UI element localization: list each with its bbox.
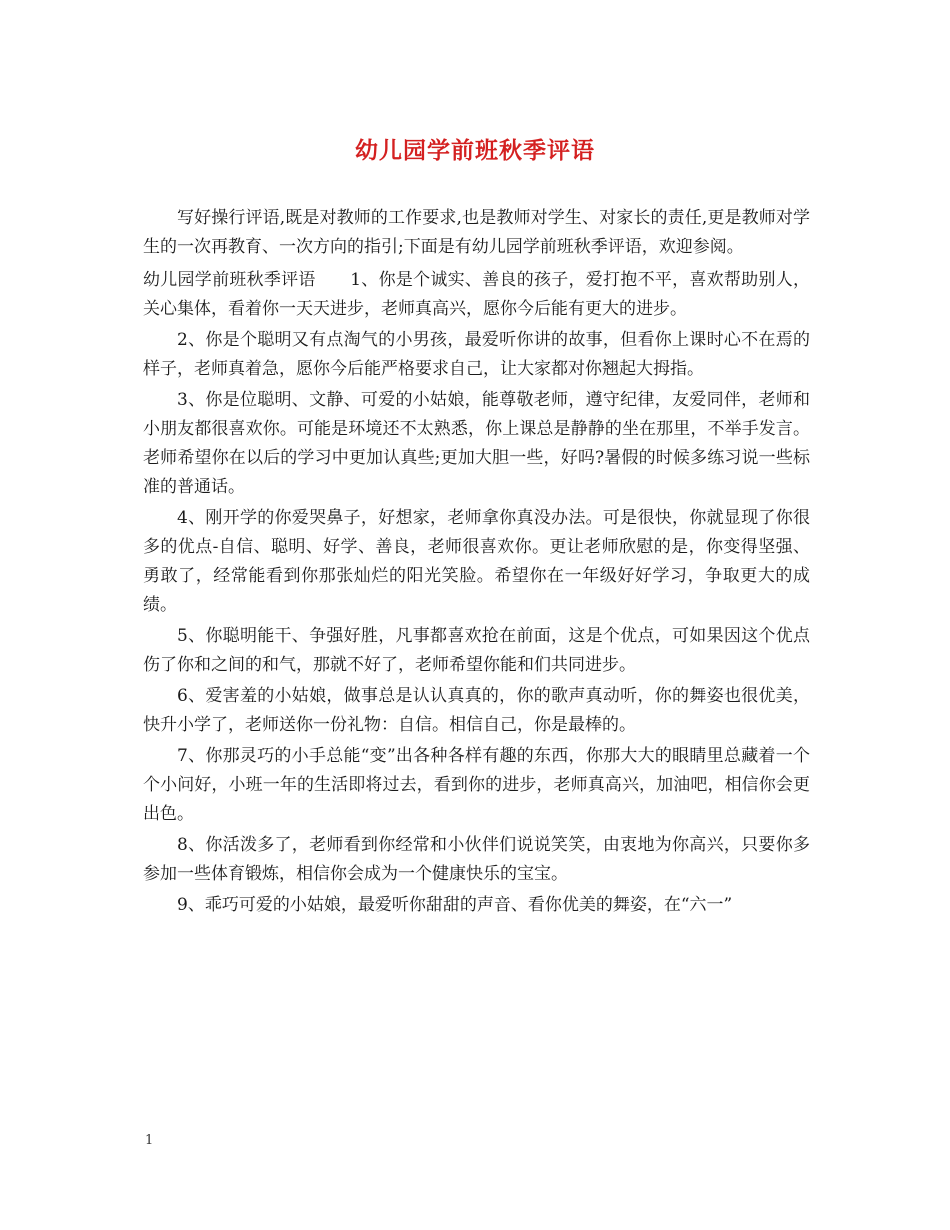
- page-number: 1: [145, 1133, 154, 1148]
- comment-paragraph-7: 7、你那灵巧的小手总能“变”出各种各样有趣的东西，你那大大的眼睛里总藏着一个个小问好，小班一年的生活即将过去，看到你的进步，老师真高兴，加油吧，相信你会更出色。: [143, 746, 810, 824]
- comment-paragraph-8: 8、你活泼多了，老师看到你经常和小伙伴们说说笑笑，由衷地为你高兴，只要你多参加一些体育锻炼，相信你会成为一个健康快乐的宝宝。: [143, 835, 810, 884]
- document-body: [143, 204, 810, 922]
- comment-paragraph-3: 3、你是位聪明、文静、可爱的小姑娘，能尊敬老师，遵守纪律，友爱同伴，老师和小朋友都很喜欢你。可能是环境还不太熟悉，你上课总是静静的坐在那里，不举手发言。老师希望你在以后的学习中更加认真些;更加大胆一些，好吗?暑假的时候多练习说一些标准的普通话。: [143, 390, 810, 497]
- comment-paragraph-5: 5、你聪明能干、争强好胜，凡事都喜欢抢在前面，这是个优点，可如果因这个优点伤了你和之间的和气，那就不好了，老师希望你能和们共同进步。: [143, 626, 810, 675]
- document-title: 幼儿园学前班秋季评语: [355, 137, 595, 164]
- comment-paragraph-2: 2、你是个聪明又有点淘气的小男孩，最爱听你讲的故事，但看你上课时心不在焉的样子，老师真着急，愿你今后能严格要求自己，让大家都对你翘起大拇指。: [143, 330, 810, 379]
- comment-paragraph-9: 9、乖巧可爱的小姑娘，最爱听你甜甜的声音、看你优美的舞姿，在“六一”: [177, 895, 733, 915]
- comment-paragraph-6: 6、爱害羞的小姑娘，做事总是认认真真的，你的歌声真动听，你的舞姿也很优美，快升小学了，老师送你一份礼物：自信。相信自己，你是最棒的。: [143, 686, 810, 735]
- comment-paragraph-1: 幼儿园学前班秋季评语 1、你是个诚实、善良的孩子，爱打抱不平，喜欢帮助别人，关心集体，看着你一天天进步，老师真高兴，愿你今后能有更大的进步。: [143, 270, 810, 319]
- comment-paragraph-4: 4、刚开学的你爱哭鼻子，好想家，老师拿你真没办法。可是很快，你就显现了你很多的优点-自信、聪明、好学、善良，老师很喜欢你。更让老师欣慰的是，你变得坚强、勇敢了，经常能看到你那张灿烂的阳光笑脸。希望你在一年级好好学习，争取更大的成绩。: [143, 508, 810, 615]
- intro-paragraph: 写好操行评语,既是对教师的工作要求,也是教师对学生、对家长的责任,更是教师对学生的一次再教育、一次方向的指引;下面是有幼儿园学前班秋季评语，欢迎参阅。: [143, 208, 810, 257]
